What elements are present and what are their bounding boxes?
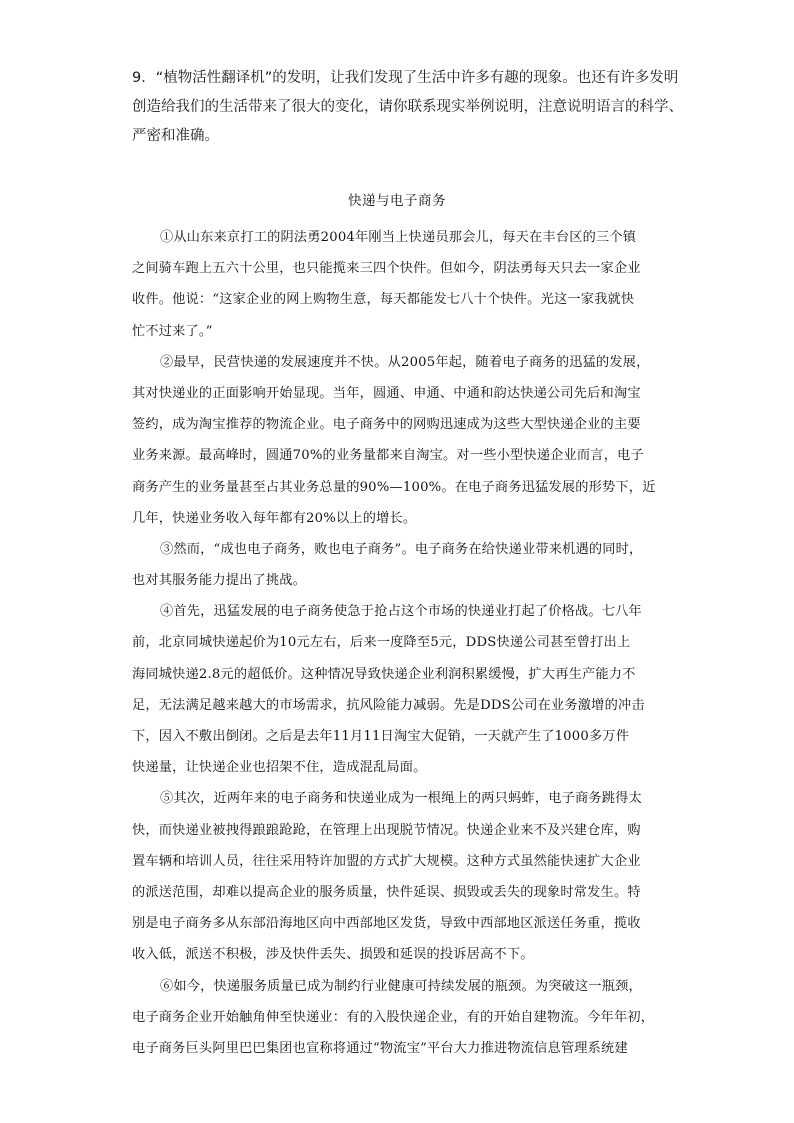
paragraph-line: 足，无法满足越来越大的市场需求，抗风险能力减弱。先是DDS公司在业务激增的冲击 — [132, 697, 645, 713]
paragraph-line: ①从山东来京打工的阴法勇2004年刚当上快递员那会儿，每天在丰台区的三个镇 — [160, 230, 637, 245]
paragraph-line: 海同城快递2.8元的超低价。这种情况导致快递企业利润积累缓慢，扩大再生产能力不 — [132, 666, 636, 682]
paragraph-line: 之间骑车跑上五六十公里，也只能揽来三四个快件。但如今，阴法勇每天只去一家企业 — [132, 261, 641, 277]
paragraph-line: 几年，快递业务收入每年都有20%以上的增长。 — [132, 510, 417, 526]
question-line: 9．“植物活性翻译机”的发明，让我们发现了生活中许多有趣的现象。也还有许多发明 — [132, 70, 679, 86]
paragraph-5 — [132, 783, 672, 970]
paragraph-line: 快递量，让快递企业也招架不住，造成混乱局面。 — [132, 760, 427, 776]
paragraph-line: ⑥如今，快递服务质量已成为制约行业健康可持续发展的瓶颈。为突破这一瓶颈， — [160, 978, 642, 994]
paragraph-line: ⑤其次，近两年来的电子商务和快递业成为一根绳上的两只蚂蚱，电子商务跳得太 — [160, 791, 642, 807]
paragraph-line: 其对快递业的正面影响开始显现。当年，圆通、申通、中通和韵达快递公司先后和淘宝 — [132, 385, 641, 401]
paragraph-line: 的派送范围，却难以提高企业的服务质量，快件延误、损毁或丢失的现象时常发生。特 — [132, 884, 641, 900]
paragraph-2 — [132, 347, 672, 534]
paragraph-line: 业务来源。最高峰时，圆通70%的业务量都来自淘宝。对一些小型快递企业而言，电子 — [132, 448, 644, 464]
paragraph-1 — [132, 222, 672, 347]
article-title: 快递与电子商务 — [348, 193, 446, 209]
paragraph-line: 收件。他说：“这家企业的网上购物生意，每天都能发七八十个快件。光这一家我就快 — [132, 292, 635, 308]
paragraph-line: 签约，成为淘宝推荐的物流企业。电子商务中的网购迅速成为这些大型快递企业的主要 — [132, 417, 641, 433]
paragraph-line: 也对其服务能力提出了挑战。 — [132, 573, 307, 589]
paragraph-line: 商务产生的业务量甚至占其业务总量的90%—100%。在电子商务迅猛发展的形势下，近 — [132, 479, 656, 495]
paragraph-line: 前，北京同城快递起价为10元左右，后来一度降至5元，DDS快递公司甚至曾打出上 — [132, 635, 631, 651]
article-body — [132, 222, 672, 1064]
paragraph-line: 下，因入不敷出倒闭。之后是去年11月11日淘宝大促销，一天就产生了1000多万件 — [132, 729, 630, 744]
question-line: 严密和准确。 — [132, 128, 219, 144]
question-9 — [132, 64, 692, 151]
paragraph-6 — [132, 971, 672, 1065]
paragraph-line: 电子商务企业开始触角伸至快递业：有的入股快递企业，有的开始自建物流。今年年初， — [132, 1009, 655, 1025]
paragraph-line: 置车辆和培训人员，往往采用特许加盟的方式扩大规模。这种方式虽然能快速扩大企业 — [132, 853, 641, 869]
paragraph-line: 快，而快递业被拽得踉踉跄跄，在管理上出现脱节情况。快递企业来不及兴建仓库，购 — [132, 822, 641, 838]
paragraph-line: 电子商务巨头阿里巴巴集团也宣称将通过“物流宝”平台大力推进物流信息管理系统建 — [132, 1040, 628, 1056]
paragraph-line: 收入低，派送不积极，涉及快件丢失、损毁和延误的投诉居高不下。 — [132, 947, 534, 963]
paragraph-line: 忙不过来了。” — [132, 323, 213, 339]
paragraph-3 — [132, 534, 672, 596]
paragraph-line: 别是电子商务多从东部沿海地区向中西部地区发货，导致中西部地区派送任务重，揽收 — [132, 916, 641, 932]
paragraph-line: ④首先，迅猛发展的电子商务使急于抢占这个市场的快递业打起了价格战。七八年 — [160, 604, 642, 620]
paragraph-line: ③然而，“成也电子商务，败也电子商务”。电子商务在给快递业带来机遇的同时， — [160, 541, 643, 557]
paragraph-4 — [132, 596, 672, 783]
question-line: 创造给我们的生活带来了很大的变化，请你联系现实举例说明，注意说明语言的科学、 — [132, 99, 683, 115]
paragraph-line: ②最早，民营快递的发展速度并不快。从2005年起，随着电子商务的迅猛的发展， — [160, 354, 650, 370]
